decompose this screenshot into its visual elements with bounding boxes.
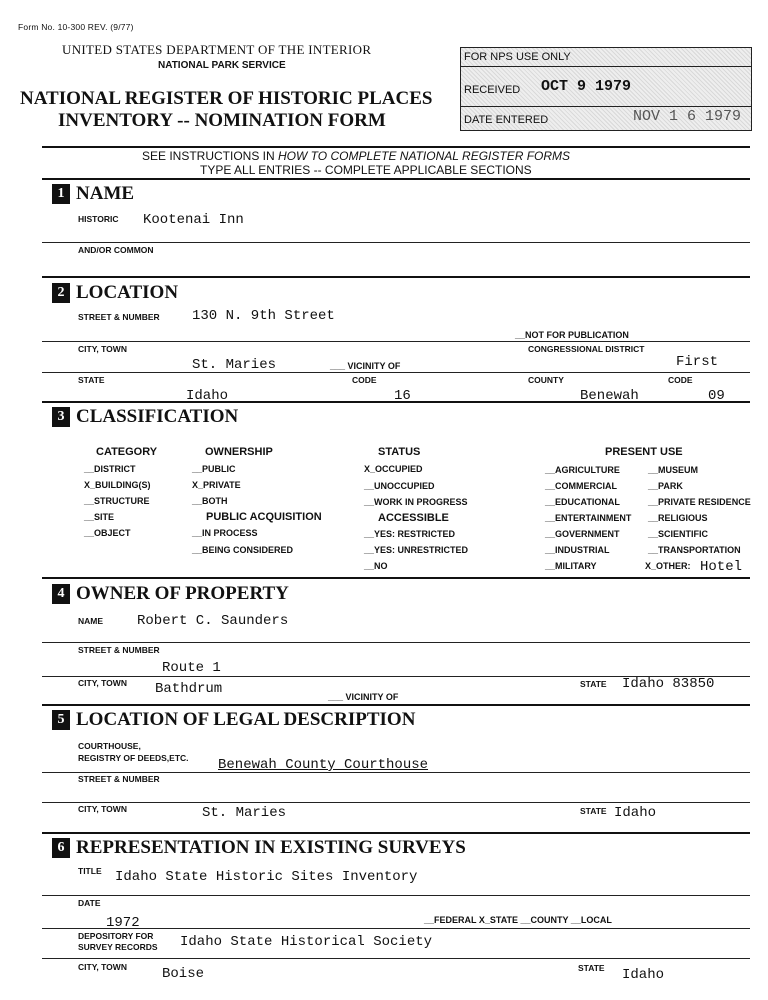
use-scientific: __SCIENTIFIC xyxy=(648,529,709,539)
category-site: __SITE xyxy=(84,512,115,522)
owner-street-value: Route 1 xyxy=(162,660,221,676)
owner-state-value: Idaho 83850 xyxy=(622,676,715,692)
received-stamp: OCT 9 1979 xyxy=(541,78,632,95)
present-use-heading: PRESENT USE xyxy=(605,446,683,458)
courthouse-label: COURTHOUSE, xyxy=(78,741,141,751)
category-object: __OBJECT xyxy=(84,528,131,538)
use-commercial: __COMMERCIAL xyxy=(545,481,618,491)
historic-label: HISTORIC xyxy=(78,214,119,224)
use-park: __PARK xyxy=(648,481,683,491)
legal-state-label: STATE xyxy=(580,806,607,816)
owner-street-label: STREET & NUMBER xyxy=(78,645,160,655)
city-value: St. Maries xyxy=(192,357,277,373)
instructions-line2: TYPE ALL ENTRIES -- COMPLETE APPLICABLE SECTIONS xyxy=(200,163,532,177)
access-unrestricted: __YES: UNRESTRICTED xyxy=(364,545,469,555)
owner-name-value: Robert C. Saunders xyxy=(137,613,289,629)
use-museum: __MUSEUM xyxy=(648,465,699,475)
survey-title-label: TITLE xyxy=(78,866,102,876)
category-district: __DISTRICT xyxy=(84,464,136,474)
county-label: COUNTY xyxy=(528,375,564,385)
instructions-line1: SEE INSTRUCTIONS IN HOW TO COMPLETE NATIONAL REGISTER FORMS xyxy=(142,149,571,163)
use-transportation: __TRANSPORTATION xyxy=(648,545,741,555)
ownership-both: __BOTH xyxy=(192,496,228,506)
historic-name-value: Kootenai Inn xyxy=(143,212,244,228)
section-2-number: 2 xyxy=(52,283,70,303)
status-unoccupied: __UNOCCUPIED xyxy=(364,481,435,491)
section-4-title: OWNER OF PROPERTY xyxy=(76,583,289,604)
survey-city-label: CITY, TOWN xyxy=(78,962,127,972)
use-religious: __RELIGIOUS xyxy=(648,513,708,523)
congressional-district-label: CONGRESSIONAL DISTRICT xyxy=(528,344,645,354)
depository-label-2: SURVEY RECORDS xyxy=(78,942,158,952)
state-code-label: CODE xyxy=(352,375,377,385)
section-5-number: 5 xyxy=(52,710,70,730)
received-label: RECEIVED xyxy=(464,84,521,96)
survey-state-label: STATE xyxy=(578,963,605,973)
use-other-value: Hotel xyxy=(700,559,743,575)
owner-name-label: NAME xyxy=(78,616,104,626)
date-entered-stamp: NOV 1 6 1979 xyxy=(633,108,742,125)
category-buildings: X_BUILDING(S) xyxy=(84,480,151,490)
section-3-title: CLASSIFICATION xyxy=(76,406,239,427)
access-no: __NO xyxy=(364,561,388,571)
state-label: STATE xyxy=(78,375,105,385)
street-value: 130 N. 9th Street xyxy=(192,308,335,324)
owner-vicinity-of: ___ VICINITY OF xyxy=(328,692,399,702)
public-acquisition-heading: PUBLIC ACQUISITION xyxy=(206,511,322,523)
use-military: __MILITARY xyxy=(545,561,597,571)
county-code-value: 09 xyxy=(708,388,725,404)
depository-value: Idaho State Historical Society xyxy=(180,934,433,950)
section-3-number: 3 xyxy=(52,407,70,427)
vicinity-of: ___ VICINITY OF xyxy=(330,361,401,371)
section-2-title: LOCATION xyxy=(76,282,179,303)
status-work-in-progress: __WORK IN PROGRESS xyxy=(364,497,468,507)
depository-label-1: DEPOSITORY FOR xyxy=(78,931,154,941)
use-agriculture: __AGRICULTURE xyxy=(545,465,620,475)
service-name: NATIONAL PARK SERVICE xyxy=(158,60,286,71)
legal-city-label: CITY, TOWN xyxy=(78,804,127,814)
use-government: __GOVERNMENT xyxy=(545,529,620,539)
section-1-number: 1 xyxy=(52,184,70,204)
courthouse-value: Benewah County Courthouse xyxy=(218,757,429,773)
category-structure: __STRUCTURE xyxy=(84,496,150,506)
legal-city-value: St. Maries xyxy=(202,805,287,821)
form-title-line2: INVENTORY -- NOMINATION FORM xyxy=(58,110,386,131)
use-industrial: __INDUSTRIAL xyxy=(545,545,610,555)
ownership-public: __PUBLIC xyxy=(192,464,236,474)
form-title-line1: NATIONAL REGISTER OF HISTORIC PLACES xyxy=(20,88,433,109)
owner-state-label: STATE xyxy=(580,679,607,689)
use-private-residence: __PRIVATE RESIDENCE xyxy=(648,497,751,507)
section-4-number: 4 xyxy=(52,584,70,604)
agency-name: UNITED STATES DEPARTMENT OF THE INTERIOR xyxy=(62,42,372,57)
section-6-title: REPRESENTATION IN EXISTING SURVEYS xyxy=(76,837,466,858)
legal-state-value: Idaho xyxy=(614,805,657,821)
use-educational: __EDUCATIONAL xyxy=(545,497,620,507)
common-name-label: AND/OR COMMON xyxy=(78,245,154,255)
legal-street-label: STREET & NUMBER xyxy=(78,774,160,784)
accessible-heading: ACCESSIBLE xyxy=(378,512,449,524)
county-code-label: CODE xyxy=(668,375,693,385)
county-value: Benewah xyxy=(580,388,639,404)
ownership-private: X_PRIVATE xyxy=(192,480,241,490)
section-6-number: 6 xyxy=(52,838,70,858)
survey-date-value: 1972 xyxy=(106,915,140,931)
registry-label: REGISTRY OF DEEDS,ETC. xyxy=(78,753,189,763)
owner-city-label: CITY, TOWN xyxy=(78,678,127,688)
nps-header: FOR NPS USE ONLY xyxy=(464,51,571,63)
survey-date-label: DATE xyxy=(78,898,101,908)
survey-state-value: Idaho xyxy=(622,967,665,983)
section-5-title: LOCATION OF LEGAL DESCRIPTION xyxy=(76,709,416,730)
survey-title-value: Idaho State Historic Sites Inventory xyxy=(115,869,418,885)
not-for-publication: __NOT FOR PUBLICATION xyxy=(515,330,629,340)
form-number: Form No. 10-300 REV. (9/77) xyxy=(18,22,134,32)
survey-levels: __FEDERAL X_STATE __COUNTY __LOCAL xyxy=(424,915,612,925)
use-other-label: X_OTHER: xyxy=(645,561,691,571)
survey-city-value: Boise xyxy=(162,966,205,982)
status-occupied: X_OCCUPIED xyxy=(364,464,423,474)
date-entered-label: DATE ENTERED xyxy=(464,114,549,126)
acquisition-being-considered: __BEING CONSIDERED xyxy=(192,545,294,555)
nps-use-box xyxy=(460,47,752,131)
street-label: STREET & NUMBER xyxy=(78,312,160,322)
use-entertainment: __ENTERTAINMENT xyxy=(545,513,632,523)
city-label: CITY, TOWN xyxy=(78,344,127,354)
state-value: Idaho xyxy=(186,388,229,404)
owner-city-value: Bathdrum xyxy=(155,681,223,697)
congressional-district-value: First xyxy=(676,354,719,370)
status-heading: STATUS xyxy=(378,446,421,458)
acquisition-in-process: __IN PROCESS xyxy=(192,528,258,538)
section-1-title: NAME xyxy=(76,183,135,204)
state-code-value: 16 xyxy=(394,388,411,404)
access-restricted: __YES: RESTRICTED xyxy=(364,529,456,539)
category-heading: CATEGORY xyxy=(96,446,158,458)
ownership-heading: OWNERSHIP xyxy=(205,446,273,458)
